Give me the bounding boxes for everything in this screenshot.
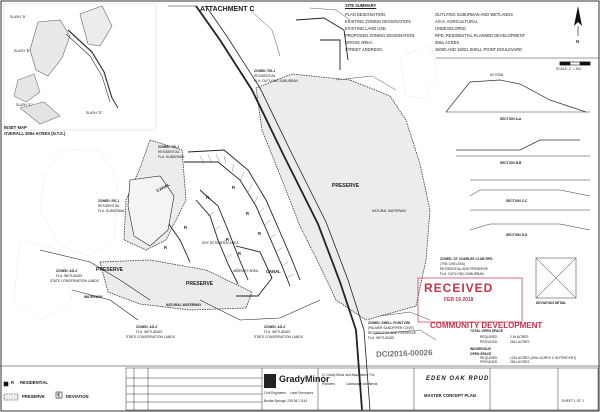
- preserve-label-south: PRESERVE: [186, 281, 214, 287]
- deviation-detail-label: DEVIATION DETAIL: [536, 301, 567, 305]
- site-summary-label: STREET ADDRESS:: [345, 47, 383, 52]
- residential-marker: R: [226, 237, 230, 242]
- amenity-label: AMENITY AREA: [234, 269, 259, 273]
- north-label: N: [576, 39, 580, 44]
- open-space-provided-label: PROVIDED: [480, 340, 498, 344]
- legend-preserve: PRESERVE: [22, 394, 45, 399]
- attachment-title: ATTACHMENT C: [200, 6, 255, 13]
- site-summary-label: GROSS AREA:: [345, 40, 373, 45]
- open-space-provided-value: 281± ACRES: [510, 340, 530, 344]
- zone-ag2-south-2: ZONED: AG-2: [264, 325, 286, 329]
- residential-marker: R: [232, 185, 236, 190]
- shell-point-zone: ZONED: SHELL POINT DRI: [368, 321, 410, 325]
- firm-discipline: Civil Engineers: [264, 391, 286, 395]
- open-space-required-label: REQUIRED: [480, 335, 498, 339]
- residential-marker: R: [206, 195, 210, 200]
- zone-ag2-south-1: ZONED: AG-2: [136, 325, 158, 329]
- inset-map-title: INSET MAP: [4, 125, 27, 130]
- preserve-label-east: PRESERVE: [332, 183, 360, 189]
- zone-conservation-west: STATE CONSERVATION LANDS: [50, 279, 99, 283]
- st-charles-use: RESIDENTIAL AND PRESERVE: [440, 267, 489, 271]
- legend-deviation-key: #: [57, 392, 60, 397]
- site-summary-value: RPD, RESIDENTIAL PLANNED DEVELOPMENT: [435, 33, 526, 38]
- firm-discipline: Land Surveyors: [290, 391, 314, 395]
- zone-residential-west: RESIDENTIAL: [98, 204, 120, 208]
- st-charles-sub: (THE CHELSEA): [440, 262, 466, 266]
- site-summary-value: 16000 AND 16021 SHELL POINT BOULEVARD: [435, 47, 523, 52]
- zone-residential-mid: RESIDENTIAL: [158, 150, 180, 154]
- inset-callout-c: SLASH "C": [16, 103, 33, 107]
- indigenous-required-label: REQUIRED: [480, 356, 498, 360]
- st-charles-zone: ZONED: ST CHARLES CLUB RPD: [440, 257, 493, 261]
- indigenous-provided-value: 281± ACRES: [510, 360, 530, 364]
- case-number-stamp: DCI2016-00026: [375, 348, 433, 359]
- waterway-label: WATERWAY: [84, 295, 103, 299]
- canal-label: CANAL: [155, 181, 171, 194]
- firm-address: Q. Grady Minor and Associates, P.A.: [322, 373, 376, 377]
- zone-flu-mid: FLU: SUBURBAN: [158, 155, 185, 159]
- legend-deviation: DEVIATION: [66, 394, 89, 399]
- open-space-title: TOTAL OPEN SPACE: [470, 329, 503, 333]
- section-c-label: SECTION C-C: [506, 199, 528, 203]
- site-summary-value: OUTLYING SUBURBAN AND WETLANDS: [435, 12, 513, 17]
- residential-marker: R: [246, 211, 250, 216]
- zone-ag2-west: ZONED: AG-2: [56, 269, 78, 273]
- shell-point-flu: FLU: WETLANDS: [368, 336, 395, 340]
- dry-detention-label: DRY DETENTION AREA: [202, 241, 239, 245]
- zone-rs1-mid: ZONED: RS-1: [158, 145, 180, 149]
- preserve-label-west: PRESERVE: [96, 267, 124, 273]
- indigenous-required-value: 122± ACRES (306± ACRES X 40 PERCENT): [510, 356, 577, 360]
- zone-flu-wetlands-west: FLU: WETLANDS: [56, 274, 83, 278]
- natural-waterway-label: NATURAL WATERWAY: [166, 303, 202, 307]
- site-summary-label: EXISTING ZONING DESIGNATION:: [345, 19, 412, 24]
- legend-residential: RESIDENTIAL: [20, 380, 48, 385]
- firm-discipline: Landscape Architects: [346, 382, 378, 386]
- site-summary: [345, 4, 600, 66]
- zone-residential-north: RESIDENTIAL: [254, 74, 276, 78]
- open-space-required-value: 2.5± ACRES: [510, 335, 529, 339]
- inset-callout-a: SLASH "A": [10, 15, 27, 19]
- site-summary-value: 306± ACRES: [435, 40, 460, 45]
- section-d-label: SECTION D-D: [506, 233, 528, 237]
- residential-marker: R: [258, 231, 262, 236]
- inset-map-subtitle: OVERALL 306± ACRES (N.T.S.): [4, 131, 66, 136]
- section-a-label: SECTION A-A: [500, 117, 522, 121]
- zone-flu-wetlands-south-2: FLU: WETLANDS: [264, 330, 291, 334]
- sheet-title: MASTER CONCEPT PLAN: [424, 393, 476, 398]
- received-date: FEB 19 2018: [444, 297, 474, 303]
- residential-marker: R: [238, 251, 242, 256]
- firm-phone: Bonita Springs: 239.947.1144: [264, 399, 308, 403]
- natural-waterway-east: NATURAL WATERWAY: [372, 209, 407, 213]
- residential-marker: R: [164, 245, 168, 250]
- zone-rs1-north: ZONED: RS-1: [254, 69, 276, 73]
- canal-label-2: CANAL: [266, 269, 281, 274]
- inset-map: [4, 4, 156, 130]
- sheet-number: SHEET 1 OF 1: [562, 399, 584, 403]
- site-summary-label: EXISTING LAND USE:: [345, 26, 387, 31]
- zone-flu-wetlands-south-1: FLU: WETLANDS: [136, 330, 163, 334]
- indigenous-open-title: OPEN SPACE: [470, 352, 492, 356]
- shell-point-sub: (PALMER SANDPIPER COVE): [368, 326, 414, 330]
- zone-rs1-west: ZONED: RS-1: [98, 199, 120, 203]
- scale-label: SCALE: 1" = 300': [556, 67, 582, 71]
- row-dimension: 60' ROW: [490, 73, 504, 77]
- site-summary-label: PROPOSED ZONING DESIGNATION:: [345, 33, 416, 38]
- legend-residential-key: R: [11, 380, 15, 385]
- site-summary-value: AG-2, AGRICULTURAL: [435, 19, 478, 24]
- shell-point-use: RESIDENTIAL AND PRESERVE: [368, 331, 417, 335]
- inset-callout-d: SLASH "D": [86, 111, 103, 115]
- received-stamp: RECEIVED: [424, 281, 494, 295]
- site-summary-heading: SITE SUMMARY: [345, 3, 377, 8]
- indigenous-title: INDIGENOUS: [470, 347, 491, 351]
- zone-conservation-south-1: STATE CONSERVATION LANDS: [126, 335, 175, 339]
- residential-marker: R: [184, 225, 188, 230]
- firm-logo-text: GradyMinor: [279, 374, 330, 384]
- inset-callout-b: SLASH "B": [14, 49, 31, 53]
- zone-flu-north: FLU: OUTLYING SUBURBAN: [254, 79, 298, 83]
- section-b-label: SECTION B-B: [500, 161, 522, 165]
- zone-flu-west: FLU: SUBURBAN: [98, 209, 125, 213]
- firm-discipline: Planners: [322, 382, 336, 386]
- indigenous-provided-label: PROVIDED: [480, 360, 498, 364]
- st-charles-flu: FLU: OUTLYING SUBURBAN: [440, 272, 484, 276]
- project-name: EDEN OAK RPUD: [426, 376, 490, 382]
- community-development-stamp: COMMUNITY DEVELOPMENT: [430, 321, 543, 330]
- site-summary-value: UNDEVELOPED: [435, 26, 466, 31]
- site-summary-label: PLAN DESIGNATION:: [345, 12, 386, 17]
- zone-conservation-south-2: STATE CONSERVATION LANDS: [254, 335, 303, 339]
